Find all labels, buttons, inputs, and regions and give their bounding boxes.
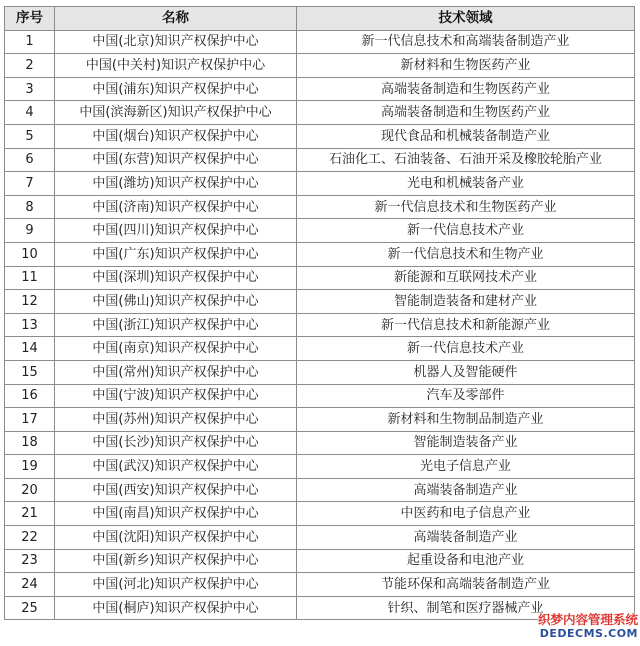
table-row: [5, 502, 635, 526]
cell-serial-number: 17: [5, 408, 55, 432]
cell-center-name: 中国(济南)知识产权保护中心: [55, 195, 297, 219]
cell-center-name: 中国(潍坊)知识产权保护中心: [55, 172, 297, 196]
table-row: [5, 596, 635, 620]
table-header: [5, 7, 635, 31]
table-row: [5, 266, 635, 290]
cell-center-name: 中国(常州)知识产权保护中心: [55, 360, 297, 384]
table-row: [5, 455, 635, 479]
table-row: [5, 384, 635, 408]
header-technical-field: 技术领域: [297, 7, 635, 31]
cell-center-name: 中国(中关村)知识产权保护中心: [55, 54, 297, 78]
cell-center-name: 中国(广东)知识产权保护中心: [55, 242, 297, 266]
header-row: [5, 7, 635, 31]
table-row: [5, 408, 635, 432]
cell-technical-field: 新材料和生物医药产业: [297, 54, 635, 78]
cell-technical-field: 新一代信息技术产业: [297, 219, 635, 243]
cell-center-name: 中国(沈阳)知识产权保护中心: [55, 526, 297, 550]
cell-center-name: 中国(滨海新区)知识产权保护中心: [55, 101, 297, 125]
cell-center-name: 中国(四川)知识产权保护中心: [55, 219, 297, 243]
cell-center-name: 中国(宁波)知识产权保护中心: [55, 384, 297, 408]
cell-serial-number: 3: [5, 77, 55, 101]
cell-technical-field: 新材料和生物制品制造产业: [297, 408, 635, 432]
cell-center-name: 中国(南京)知识产权保护中心: [55, 337, 297, 361]
cell-technical-field: 汽车及零部件: [297, 384, 635, 408]
table-row: [5, 219, 635, 243]
table-row: [5, 313, 635, 337]
cell-technical-field: 新一代信息技术和新能源产业: [297, 313, 635, 337]
cell-center-name: 中国(烟台)知识产权保护中心: [55, 124, 297, 148]
cell-center-name: 中国(浙江)知识产权保护中心: [55, 313, 297, 337]
header-serial-number: 序号: [5, 7, 55, 31]
cell-technical-field: 新一代信息技术和高端装备制造产业: [297, 30, 635, 54]
cell-technical-field: 起重设备和电池产业: [297, 549, 635, 573]
cell-technical-field: 机器人及智能硬件: [297, 360, 635, 384]
watermark-text-cn: 织梦内容管理系统: [537, 612, 638, 627]
table-row: [5, 54, 635, 78]
cell-serial-number: 16: [5, 384, 55, 408]
table-row: [5, 148, 635, 172]
cell-technical-field: 节能环保和高端装备制造产业: [297, 573, 635, 597]
cell-serial-number: 22: [5, 526, 55, 550]
cell-center-name: 中国(河北)知识产权保护中心: [55, 573, 297, 597]
cell-center-name: 中国(长沙)知识产权保护中心: [55, 431, 297, 455]
table-row: [5, 101, 635, 125]
table-row: [5, 549, 635, 573]
cell-technical-field: 智能制造装备和建材产业: [297, 290, 635, 314]
table-row: [5, 172, 635, 196]
cell-technical-field: 石油化工、石油装备、石油开采及橡胶轮胎产业: [297, 148, 635, 172]
table-row: [5, 124, 635, 148]
cell-center-name: 中国(深圳)知识产权保护中心: [55, 266, 297, 290]
header-name: 名称: [55, 7, 297, 31]
cell-serial-number: 9: [5, 219, 55, 243]
cell-serial-number: 11: [5, 266, 55, 290]
cell-center-name: 中国(新乡)知识产权保护中心: [55, 549, 297, 573]
cell-center-name: 中国(南昌)知识产权保护中心: [55, 502, 297, 526]
cell-center-name: 中国(东营)知识产权保护中心: [55, 148, 297, 172]
table-row: [5, 360, 635, 384]
cell-center-name: 中国(浦东)知识产权保护中心: [55, 77, 297, 101]
cell-serial-number: 20: [5, 478, 55, 502]
cell-serial-number: 2: [5, 54, 55, 78]
table-row: [5, 290, 635, 314]
cell-center-name: 中国(苏州)知识产权保护中心: [55, 408, 297, 432]
cell-technical-field: 针织、制笔和医疗器械产业: [297, 596, 635, 620]
cell-technical-field: 高端装备制造产业: [297, 478, 635, 502]
cell-technical-field: 智能制造装备产业: [297, 431, 635, 455]
cell-center-name: 中国(北京)知识产权保护中心: [55, 30, 297, 54]
cell-serial-number: 21: [5, 502, 55, 526]
cell-serial-number: 15: [5, 360, 55, 384]
cell-serial-number: 12: [5, 290, 55, 314]
cell-technical-field: 新一代信息技术和生物产业: [297, 242, 635, 266]
cell-technical-field: 新一代信息技术和生物医药产业: [297, 195, 635, 219]
watermark-text-domain: DEDECMS.COM: [539, 627, 638, 640]
table-row: [5, 337, 635, 361]
cell-technical-field: 光电子信息产业: [297, 455, 635, 479]
table-row: [5, 573, 635, 597]
cell-serial-number: 23: [5, 549, 55, 573]
table-row: [5, 431, 635, 455]
cell-serial-number: 8: [5, 195, 55, 219]
cell-technical-field: 高端装备制造产业: [297, 526, 635, 550]
cell-serial-number: 25: [5, 596, 55, 620]
cell-center-name: 中国(武汉)知识产权保护中心: [55, 455, 297, 479]
cell-serial-number: 6: [5, 148, 55, 172]
ip-protection-centers-table: [4, 6, 635, 620]
cell-serial-number: 19: [5, 455, 55, 479]
cell-center-name: 中国(西安)知识产权保护中心: [55, 478, 297, 502]
cell-serial-number: 1: [5, 30, 55, 54]
cell-technical-field: 新一代信息技术产业: [297, 337, 635, 361]
cell-technical-field: 现代食品和机械装备制造产业: [297, 124, 635, 148]
cell-serial-number: 5: [5, 124, 55, 148]
cell-technical-field: 高端装备制造和生物医药产业: [297, 101, 635, 125]
cell-serial-number: 18: [5, 431, 55, 455]
table-body: [5, 30, 635, 620]
cell-serial-number: 14: [5, 337, 55, 361]
cell-serial-number: 7: [5, 172, 55, 196]
cell-center-name: 中国(桐庐)知识产权保护中心: [55, 596, 297, 620]
cell-technical-field: 光电和机械装备产业: [297, 172, 635, 196]
cell-serial-number: 4: [5, 101, 55, 125]
cell-serial-number: 10: [5, 242, 55, 266]
cell-center-name: 中国(佛山)知识产权保护中心: [55, 290, 297, 314]
cell-technical-field: 高端装备制造和生物医药产业: [297, 77, 635, 101]
cell-serial-number: 13: [5, 313, 55, 337]
cell-technical-field: 新能源和互联网技术产业: [297, 266, 635, 290]
table-row: [5, 478, 635, 502]
table-row: [5, 77, 635, 101]
table-row: [5, 195, 635, 219]
cell-technical-field: 中医药和电子信息产业: [297, 502, 635, 526]
table-row: [5, 242, 635, 266]
table-row: [5, 30, 635, 54]
table-row: [5, 526, 635, 550]
cell-serial-number: 24: [5, 573, 55, 597]
